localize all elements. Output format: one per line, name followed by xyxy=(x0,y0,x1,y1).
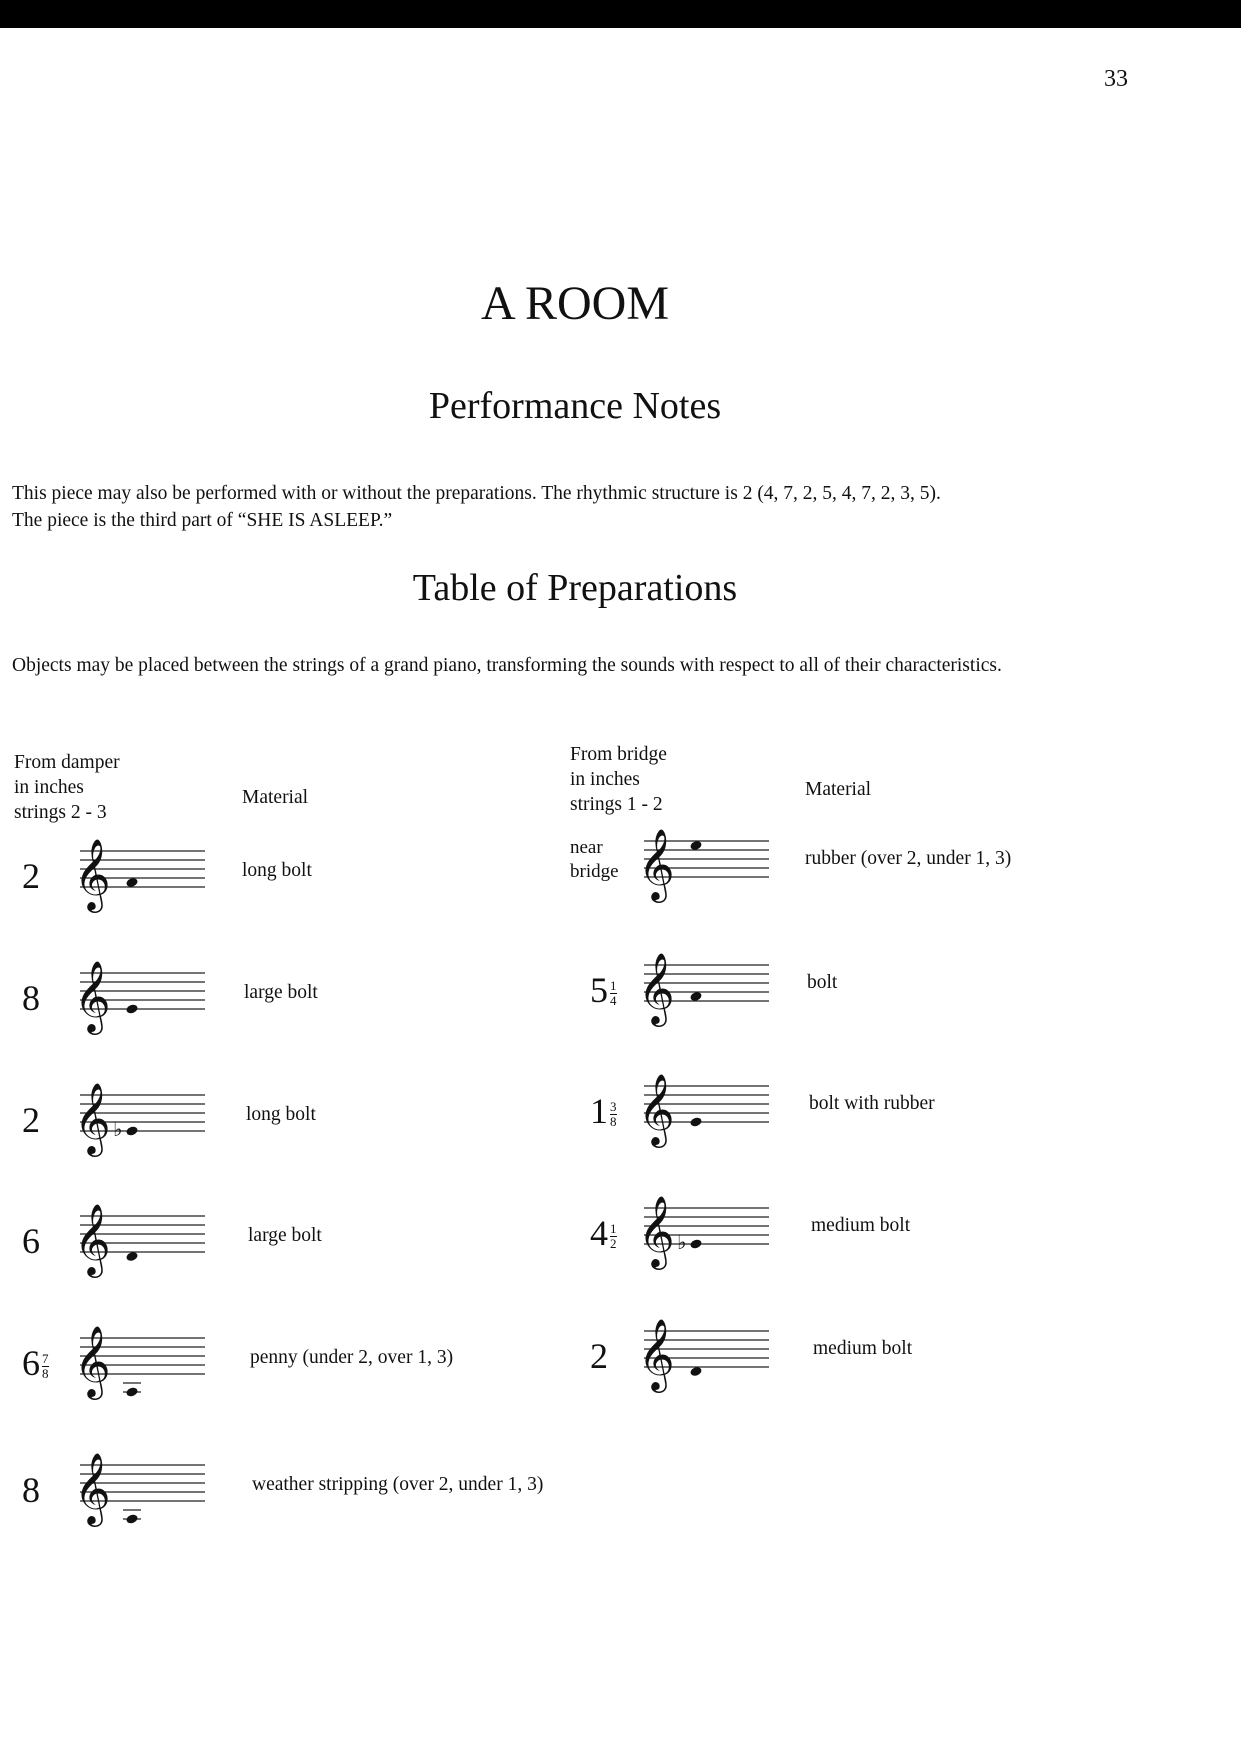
distance-whole: 2 xyxy=(22,856,40,896)
treble-clef-icon: 𝄞 xyxy=(74,1202,111,1275)
fraction-numerator: 1 xyxy=(610,1221,617,1237)
distance-whole: 2 xyxy=(22,1100,40,1140)
distance-value xyxy=(590,1091,617,1131)
material-label: large bolt xyxy=(248,1225,322,1246)
material-label: rubber (over 2, under 1, 3) xyxy=(805,848,1012,869)
music-staff xyxy=(70,1445,210,1540)
music-staff xyxy=(634,1311,774,1406)
left-material-header: Material xyxy=(242,787,309,808)
music-staff xyxy=(634,1188,774,1283)
music-staff xyxy=(70,1075,210,1170)
distance-whole: 8 xyxy=(22,1470,40,1510)
distance-value xyxy=(22,856,40,896)
distance-value xyxy=(22,1470,40,1510)
position-label: near bridge xyxy=(570,837,619,882)
distance-fraction xyxy=(610,1222,617,1251)
treble-clef-icon: 𝄞 xyxy=(74,1081,111,1154)
music-staff xyxy=(634,945,774,1040)
left-distance-header: From damper in inches strings 2 - 3 xyxy=(14,752,120,823)
music-staff xyxy=(70,953,210,1048)
note-head xyxy=(689,1116,702,1127)
distance-value xyxy=(22,978,40,1018)
treble-clef-icon: 𝄞 xyxy=(74,959,111,1032)
distance-whole: 1 xyxy=(590,1091,608,1131)
distance-whole: 6 xyxy=(22,1221,40,1261)
music-staff xyxy=(70,1196,210,1291)
fraction-denominator: 4 xyxy=(610,993,617,1009)
material-label: large bolt xyxy=(244,982,318,1003)
table-of-preparations-heading: Table of Preparations xyxy=(412,567,738,609)
material-label: long bolt xyxy=(246,1104,316,1125)
material-label: weather stripping (over 2, under 1, 3) xyxy=(252,1474,544,1495)
distance-whole: 4 xyxy=(590,1213,608,1253)
distance-whole: 2 xyxy=(590,1336,608,1376)
page-title: A ROOM xyxy=(480,277,670,330)
distance-value xyxy=(590,970,617,1010)
fraction-denominator: 8 xyxy=(42,1366,49,1382)
distance-value xyxy=(22,1343,49,1383)
note-head xyxy=(689,1238,702,1249)
distance-whole: 8 xyxy=(22,978,40,1018)
performance-notes-heading: Performance Notes xyxy=(428,385,722,427)
performance-notes-line-2: The piece is the third part of “SHE IS ASLEEP.” xyxy=(12,510,393,531)
music-staff xyxy=(70,831,210,926)
material-label: penny (under 2, over 1, 3) xyxy=(250,1347,454,1368)
flat-accidental-icon: ♭ xyxy=(113,1117,123,1141)
flat-accidental-icon: ♭ xyxy=(677,1230,687,1254)
material-label: medium bolt xyxy=(813,1338,913,1359)
note-head xyxy=(125,1386,138,1397)
page-number: 33 xyxy=(1104,66,1128,92)
material-label: long bolt xyxy=(242,860,312,881)
music-staff xyxy=(634,1066,774,1161)
treble-clef-icon: 𝄞 xyxy=(638,1072,675,1145)
performance-notes-paragraph xyxy=(12,480,1142,534)
distance-value xyxy=(22,1221,40,1261)
treble-clef-icon: 𝄞 xyxy=(74,1451,111,1524)
treble-clef-icon: 𝄞 xyxy=(74,837,111,910)
distance-whole: 6 xyxy=(22,1343,40,1383)
music-staff xyxy=(70,1318,210,1413)
distance-value xyxy=(590,1213,617,1253)
note-head xyxy=(125,1125,138,1136)
distance-fraction xyxy=(610,1100,617,1129)
treble-clef-icon: 𝄞 xyxy=(638,1194,675,1267)
distance-value xyxy=(22,1100,40,1140)
distance-whole: 5 xyxy=(590,970,608,1010)
right-distance-header: From bridge in inches strings 1 - 2 xyxy=(570,744,667,815)
score-page xyxy=(0,28,1241,1754)
preparations-intro: Objects may be placed between the strings of a grand piano, transforming the sounds with respect to all of their characteristics. xyxy=(12,655,1002,676)
material-label: medium bolt xyxy=(811,1215,911,1236)
fraction-denominator: 2 xyxy=(610,1236,617,1252)
treble-clef-icon: 𝄞 xyxy=(638,827,675,900)
note-head xyxy=(125,1003,138,1014)
distance-value xyxy=(590,1336,608,1376)
note-head xyxy=(125,1513,138,1524)
material-label: bolt with rubber xyxy=(809,1093,935,1114)
treble-clef-icon: 𝄞 xyxy=(74,1324,111,1397)
performance-notes-line-1: This piece may also be performed with or without the preparations. The rhythmic structure is 2 (4, 7, 2, 5, 4, 7, 2, 3, 5). xyxy=(12,483,941,504)
treble-clef-icon: 𝄞 xyxy=(638,951,675,1024)
fraction-numerator: 1 xyxy=(610,978,617,994)
distance-fraction xyxy=(42,1352,49,1381)
treble-clef-icon: 𝄞 xyxy=(638,1317,675,1390)
material-label: bolt xyxy=(807,972,838,993)
fraction-numerator: 3 xyxy=(610,1099,617,1115)
distance-fraction xyxy=(610,979,617,1008)
fraction-denominator: 8 xyxy=(610,1114,617,1130)
right-material-header: Material xyxy=(805,779,872,800)
music-staff xyxy=(634,821,774,916)
fraction-numerator: 7 xyxy=(42,1351,49,1367)
